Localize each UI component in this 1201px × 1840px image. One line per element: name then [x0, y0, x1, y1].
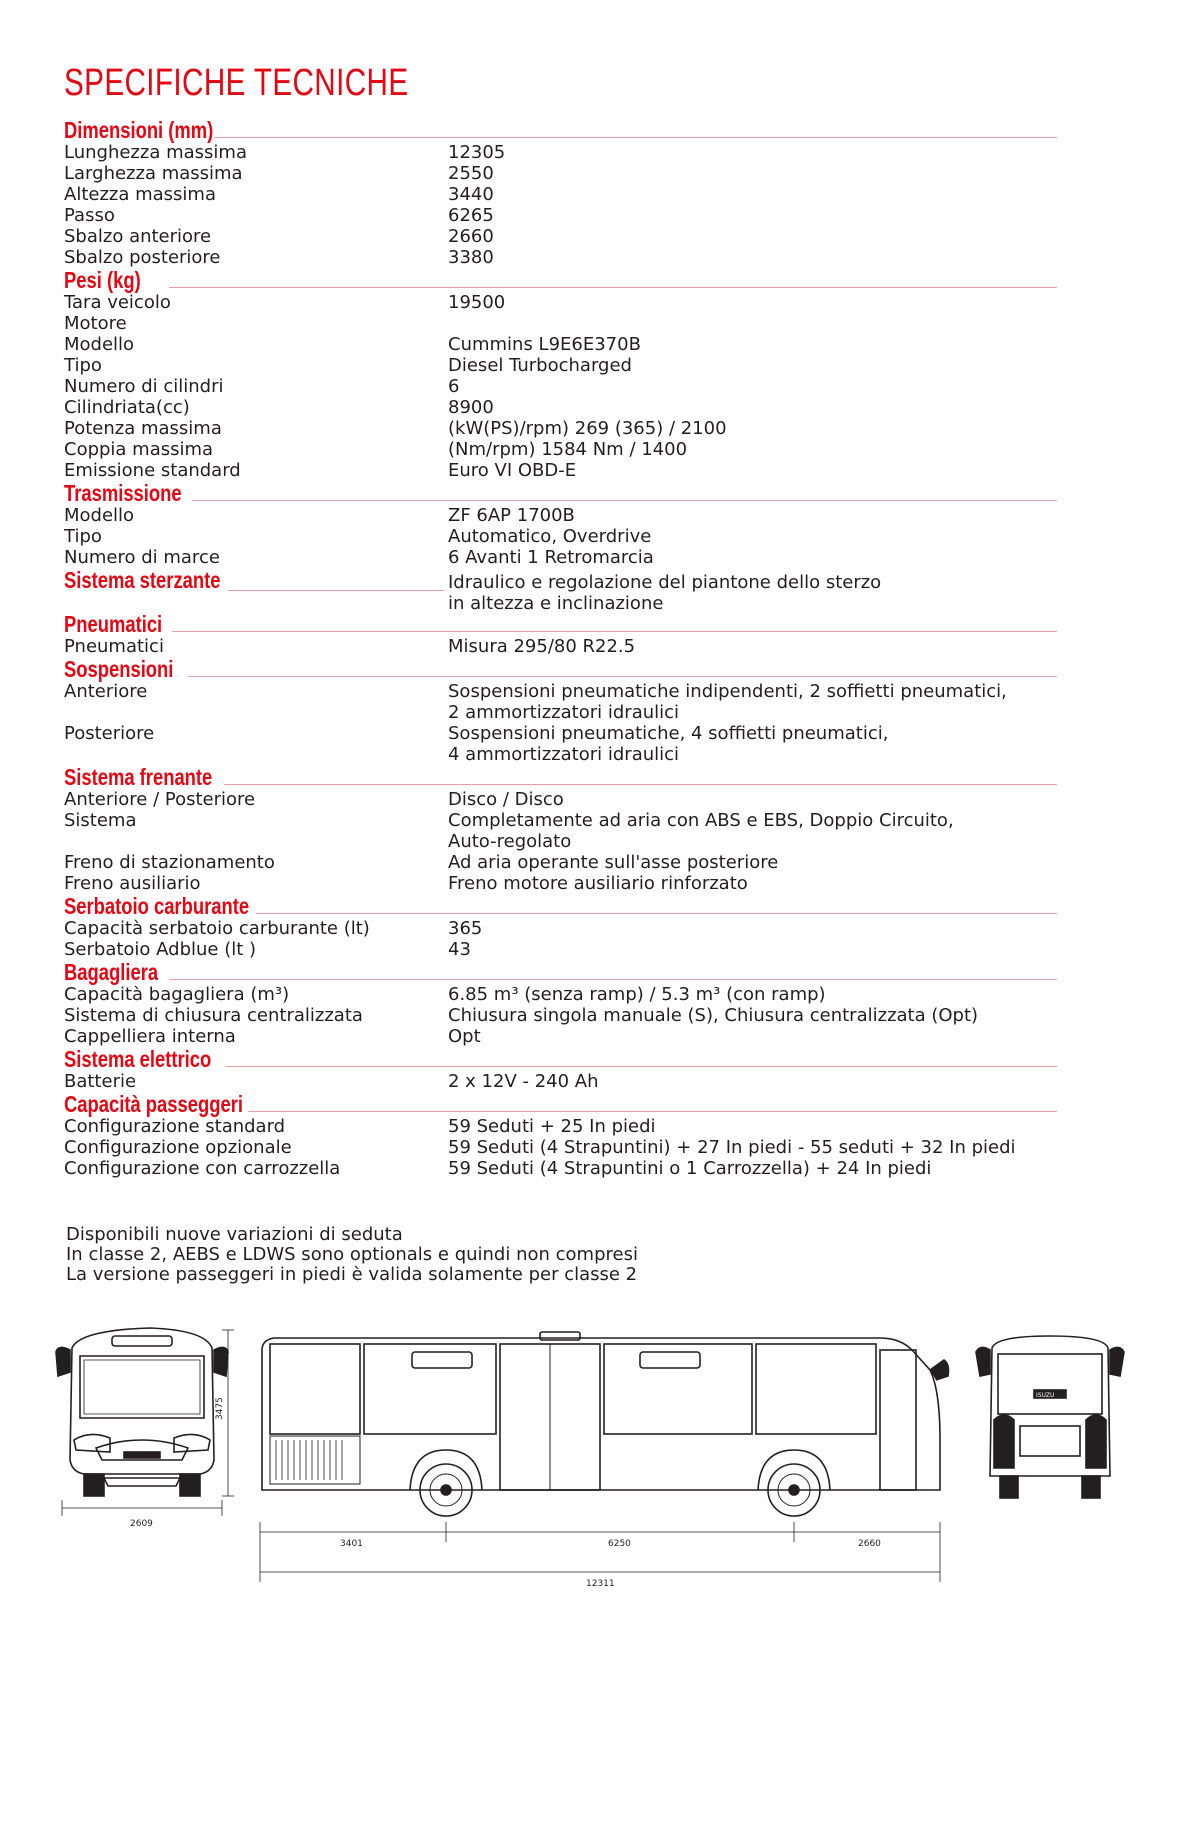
spec-value: Diesel Turbocharged [448, 355, 632, 376]
section-title: Serbatoio carburante [64, 893, 250, 919]
note-line: Disponibili nuove variazioni di seduta [66, 1224, 403, 1245]
section-divider [188, 676, 1057, 677]
section-header [64, 118, 1057, 142]
spec-value: Sospensioni pneumatiche indipendenti, 2 soffietti pneumatici, 2 ammortizzatori idraulici [448, 681, 1007, 723]
spec-value: 59 Seduti (4 Strapuntini o 1 Carrozzella) + 24 In piedi [448, 1158, 932, 1179]
spec-value [448, 313, 1057, 334]
section-divider [214, 137, 1057, 138]
spec-label: Modello [64, 505, 135, 526]
spec-row [64, 313, 1057, 334]
spec-section [64, 765, 1057, 894]
spec-row [64, 852, 1057, 873]
spec-label: Freno ausiliario [64, 873, 201, 894]
spec-value: (Nm/rpm) 1584 Nm / 1400 [448, 439, 688, 460]
section-header [64, 268, 1057, 292]
spec-section [64, 1047, 1057, 1092]
spec-value: 3440 [448, 184, 494, 205]
section-title: Pesi (kg) [64, 267, 141, 293]
spec-section [64, 612, 1057, 657]
spec-value: Completamente ad aria con ABS e EBS, Doppio Circuito, Auto-regolato [448, 810, 954, 852]
spec-label: Passo [64, 205, 115, 226]
spec-label: Tara veicolo [64, 292, 171, 313]
spec-value: 3380 [448, 247, 494, 268]
section-divider [228, 590, 444, 591]
spec-row [64, 184, 1057, 205]
rear-badge: ISUZU [1036, 1392, 1055, 1399]
spec-section [64, 568, 1057, 612]
spec-label: Potenza massima [64, 418, 222, 439]
spec-value: 6 Avanti 1 Retromarcia [448, 547, 654, 568]
spec-value: Chiusura singola manuale (S), Chiusura centralizzata (Opt) [448, 1005, 979, 1026]
spec-label: Numero di marce [64, 547, 220, 568]
section-value: Idraulico e regolazione del piantone dello sterzo in altezza e inclinazione [448, 572, 882, 614]
spec-row [64, 1158, 1057, 1179]
spec-row [64, 460, 1057, 481]
spec-value: (kW(PS)/rpm) 269 (365) / 2100 [448, 418, 727, 439]
rear-overhang-dim: 3401 [340, 1539, 363, 1549]
spec-value: Automatico, Overdrive [448, 526, 652, 547]
spec-label: Tipo [64, 355, 102, 376]
spec-row [64, 526, 1057, 547]
section-divider [169, 287, 1057, 288]
section-header [64, 568, 1057, 612]
spec-row [64, 418, 1057, 439]
section-header [64, 1047, 1057, 1071]
section-divider [256, 913, 1057, 914]
spec-label: Coppia massima [64, 439, 214, 460]
spec-label: Larghezza massima [64, 163, 243, 184]
front-width-dim: 2609 [130, 1519, 153, 1529]
spec-row [64, 292, 1057, 313]
spec-row [64, 984, 1057, 1005]
spec-row [64, 723, 1057, 765]
spec-row [64, 355, 1057, 376]
section-title: Sospensioni [64, 656, 174, 682]
spec-label: Sbalzo anteriore [64, 226, 212, 247]
spec-value: Sospensioni pneumatiche, 4 soffietti pneumatici, 4 ammortizzatori idraulici [448, 723, 889, 765]
section-divider [192, 500, 1057, 501]
spec-label: Capacità serbatoio carburante (lt) [64, 918, 370, 939]
spec-row [64, 1137, 1057, 1158]
spec-table [64, 118, 1057, 1179]
section-header [64, 481, 1057, 505]
section-title: Capacità passeggeri [64, 1091, 243, 1117]
spec-row [64, 1005, 1057, 1026]
spec-value: 43 [448, 939, 471, 960]
notes-block [66, 1225, 638, 1285]
spec-value: Opt [448, 1026, 481, 1047]
spec-row [64, 226, 1057, 247]
section-title: Bagagliera [64, 959, 159, 985]
spec-label: Batterie [64, 1071, 137, 1092]
section-divider [169, 979, 1057, 980]
spec-value: 2 x 12V - 240 Ah [448, 1071, 599, 1092]
spec-label: Configurazione con carrozzella [64, 1158, 341, 1179]
section-title: Dimensioni (mm) [64, 117, 214, 143]
front-overhang-dim: 2660 [858, 1539, 881, 1549]
section-title: Sistema sterzante [64, 567, 221, 593]
spec-row [64, 873, 1057, 894]
bus-drawings [0, 1300, 1201, 1640]
spec-label: Altezza massima [64, 184, 216, 205]
spec-label: Serbatoio Adblue (lt ) [64, 939, 257, 960]
spec-row [64, 636, 1057, 657]
note-line: La versione passeggeri in piedi è valida solamente per classe 2 [66, 1264, 638, 1285]
spec-label: Freno di stazionamento [64, 852, 275, 873]
spec-label: Posteriore [64, 723, 155, 744]
spec-row [64, 205, 1057, 226]
spec-label: Sistema [64, 810, 137, 831]
spec-row [64, 439, 1057, 460]
spec-row [64, 1116, 1057, 1137]
spec-section [64, 481, 1057, 568]
section-title: Sistema elettrico [64, 1046, 212, 1072]
spec-section [64, 657, 1057, 765]
spec-value: 59 Seduti + 25 In piedi [448, 1116, 656, 1137]
spec-value: Disco / Disco [448, 789, 564, 810]
spec-row [64, 1026, 1057, 1047]
spec-label: Motore [64, 313, 127, 334]
spec-label: Configurazione opzionale [64, 1137, 292, 1158]
spec-label: Pneumatici [64, 636, 164, 657]
spec-label: Cilindriata(cc) [64, 397, 190, 418]
spec-value: 8900 [448, 397, 494, 418]
total-length-dim: 12311 [586, 1579, 615, 1589]
page-title: SPECIFICHE TECNICHE [64, 62, 409, 104]
section-header [64, 612, 1057, 636]
section-header [64, 894, 1057, 918]
spec-label: Anteriore / Posteriore [64, 789, 256, 810]
spec-row [64, 681, 1057, 723]
side-view-drawing [260, 1332, 949, 1582]
spec-label: Capacità bagagliera (m³) [64, 984, 290, 1005]
front-view-drawing [56, 1328, 234, 1516]
spec-label: Configurazione standard [64, 1116, 286, 1137]
spec-value: Freno motore ausiliario rinforzato [448, 873, 748, 894]
section-header [64, 1092, 1057, 1116]
spec-label: Sbalzo posteriore [64, 247, 221, 268]
spec-row [64, 789, 1057, 810]
section-header [64, 960, 1057, 984]
spec-section [64, 960, 1057, 1047]
spec-row [64, 163, 1057, 184]
spec-label: Emissione standard [64, 460, 241, 481]
wheelbase-dim: 6250 [608, 1539, 631, 1549]
section-divider [172, 631, 1057, 632]
spec-value: Euro VI OBD-E [448, 460, 577, 481]
section-header [64, 657, 1057, 681]
spec-row [64, 334, 1057, 355]
spec-row [64, 247, 1057, 268]
spec-row [64, 547, 1057, 568]
spec-value: Cummins L9E6E370B [448, 334, 641, 355]
section-title: Sistema frenante [64, 764, 213, 790]
spec-section [64, 268, 1057, 481]
spec-label: Sistema di chiusura centralizzata [64, 1005, 363, 1026]
spec-label: Modello [64, 334, 135, 355]
spec-value: 59 Seduti (4 Strapuntini) + 27 In piedi - 55 seduti + 32 In piedi [448, 1137, 1016, 1158]
spec-value: 19500 [448, 292, 506, 313]
spec-label: Lunghezza massima [64, 142, 247, 163]
spec-row [64, 376, 1057, 397]
spec-row [64, 397, 1057, 418]
spec-value: 365 [448, 918, 483, 939]
spec-section [64, 894, 1057, 960]
spec-value: Misura 295/80 R22.5 [448, 636, 636, 657]
spec-label: Tipo [64, 526, 102, 547]
section-divider [248, 1111, 1057, 1112]
spec-value: 2550 [448, 163, 494, 184]
spec-section [64, 1092, 1057, 1179]
spec-label: Cappelliera interna [64, 1026, 236, 1047]
spec-row [64, 505, 1057, 526]
note-line: In classe 2, AEBS e LDWS sono optionals e quindi non compresi [66, 1244, 638, 1265]
spec-value: Ad aria operante sull'asse posteriore [448, 852, 779, 873]
spec-value: 6265 [448, 205, 494, 226]
section-title: Trasmissione [64, 480, 182, 506]
spec-row [64, 939, 1057, 960]
spec-row [64, 810, 1057, 852]
spec-row [64, 1071, 1057, 1092]
section-title: Pneumatici [64, 611, 163, 637]
section-header [64, 765, 1057, 789]
spec-value: ZF 6AP 1700B [448, 505, 575, 526]
spec-value: 6 [448, 376, 460, 397]
spec-label: Numero di cilindri [64, 376, 224, 397]
spec-value: 2660 [448, 226, 494, 247]
spec-value: 12305 [448, 142, 506, 163]
section-divider [224, 784, 1057, 785]
spec-row [64, 142, 1057, 163]
section-divider [226, 1066, 1057, 1067]
height-dim: 3475 [215, 1397, 225, 1420]
spec-section [64, 118, 1057, 268]
spec-label: Anteriore [64, 681, 148, 702]
rear-view-drawing [976, 1336, 1124, 1498]
spec-row [64, 918, 1057, 939]
spec-value: 6.85 m³ (senza ramp) / 5.3 m³ (con ramp) [448, 984, 826, 1005]
